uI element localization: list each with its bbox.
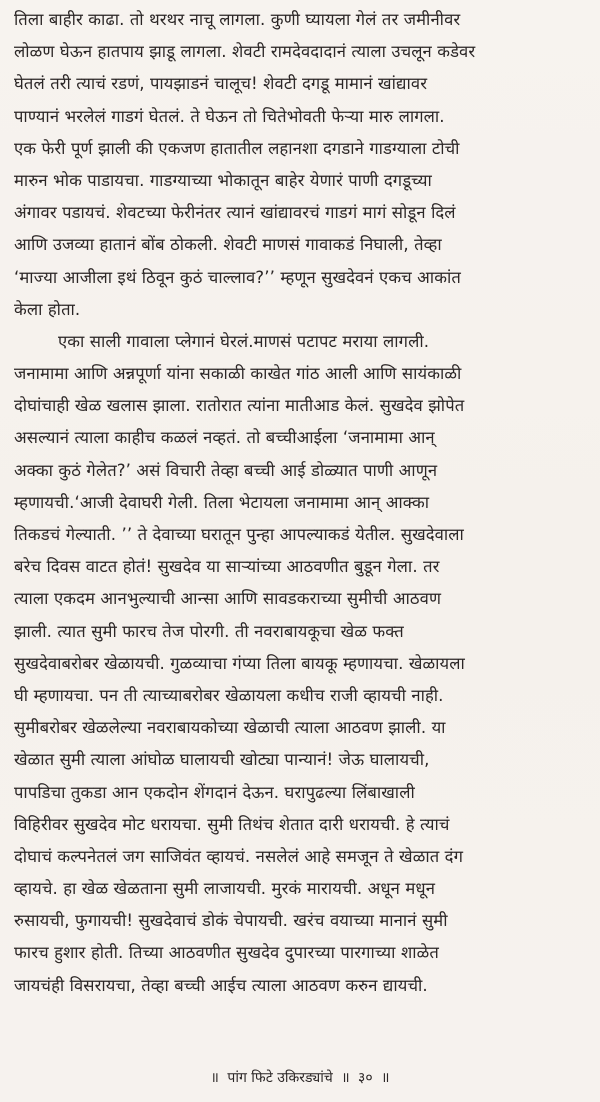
text-line: पापडिचा तुकडा आन एकदोन शेंगदानं देऊन. घरापुढल्या लिंबाखाली xyxy=(14,782,415,802)
text-line: एक फेरी पूर्ण झाली की एकजण हातातील लहानशा दगडाने गाडग्याला टोची xyxy=(14,138,460,158)
text-line: बरेच दिवस वाटत होतं! सुखदेव या साऱ्यांच्या आठवणीत बुडून गेला. तर xyxy=(14,557,440,577)
text-line: म्हणायची.‘आजी देवाघरी गेली. तिला भेटायला जनामामा आन् आक्का xyxy=(14,492,430,512)
text-line: झाली. त्यात सुमी फारच तेज पोरगी. ती नवराबायकूचा खेळ फक्त xyxy=(14,621,404,641)
text-line: घी म्हणायचा. पन ती त्याच्याबरोबर खेळायला कधीच राजी व्हायची नाही. xyxy=(14,685,444,705)
text-line: केला होता. xyxy=(14,299,81,319)
text-line: त्याला एकदम आनभुल्याची आन्सा आणि सावडकराच्या सुमीची आठवण xyxy=(14,589,442,609)
text-line: तिला बाहीर काढा. तो थरथर नाचू लागला. कुणी घ्यायला गेलं तर जमीनीवर xyxy=(14,10,461,29)
text-line: दोघांचाही खेळ खलास झाला. रातोरात त्यांना मातीआड केलं. सुखदेव झोपेत xyxy=(14,396,465,416)
text-line: अंगावर पडायचं. शेवटच्या फेरीनंतर त्यानं खांद्यावरचं गाडगं मागं सोडून दिलं xyxy=(14,203,456,223)
paragraph xyxy=(14,326,592,1002)
text-line: तिकडचं गेल्याती. ’’ ते देवाच्या घरातून पुन्हा आपल्याकडं येतील. सुखदेवाला xyxy=(14,525,464,544)
text-line: लोळण घेऊन हातपाय झाडू लागला. शेवटी रामदेवदादानं त्याला उचलून कडेवर xyxy=(14,42,476,62)
text-line: आणि उजव्या हातानं बोंब ठोकली. शेवटी माणसं गावाकडं निघाली, तेव्हा xyxy=(14,235,442,255)
page-footer xyxy=(0,1068,600,1088)
footer-mark: ॥ xyxy=(210,1070,219,1086)
text-line: सुखदेवाबरोबर खेळायची. गुळव्याचा गंप्या तिला बायकू म्हणायचा. खेळायला xyxy=(14,653,465,673)
text-line: सुमीबरोबर खेळलेल्या नवराबायकोच्या खेळाची त्याला आठवण झाली. या xyxy=(14,718,446,738)
body-text xyxy=(14,4,592,1002)
paragraph xyxy=(14,4,592,326)
text-line: घेतलं तरी त्याचं रडणं, पायझाडनं चालूच! शेवटी दगडू मामानं खांद्यावर xyxy=(14,74,428,94)
text-line: फारच हुशार होती. तिच्या आठवणीत सुखदेव दुपारच्या पारगाच्या शाळेत xyxy=(14,943,439,963)
text-line: खेळात सुमी त्याला आंघोळ घालायची खोट्या पान्यानं! जेऊ घालायची, xyxy=(14,750,430,770)
text-line: रुसायची, फुगायची! सुखदेवाचं डोकं चेपायची. खरंच वयाच्या मानानं सुमी xyxy=(14,911,448,931)
text-line: विहिरीवर सुखदेव मोट धरायचा. सुमी तिथंच शेतात दारी धरायची. हे त्याचं xyxy=(14,814,450,834)
text-line: व्हायचे. हा खेळ खेळताना सुमी लाजायची. मुरकं मारायची. अधून मधून xyxy=(14,879,436,899)
footer-mark: ॥ xyxy=(381,1070,390,1086)
text-line: ‘माज्या आजीला इथं ठिवून कुठं चाल्लाव?’’ म्हणून सुखदेवनं एकच आकांत xyxy=(14,267,461,287)
book-title: पांग फिटे उकिरड्यांचे xyxy=(227,1070,333,1086)
text-line: मारुन भोक पाडायचा. गाडग्याच्या भोकातून बाहेर येणारं पाणी दगडूच्या xyxy=(14,170,432,190)
footer-mark: ॥ xyxy=(341,1070,350,1086)
text-line: दोघाचं कल्पनेतलं जग साजिवंत व्हायचं. नसलेलं आहे समजून ते खेळात दंग xyxy=(14,846,464,866)
page-number: ३० xyxy=(358,1070,373,1086)
text-line: एका साली गावाला प्लेगानं घेरलं.माणसं पटापट मराया लागली. xyxy=(58,331,430,351)
text-line: असल्यानं त्याला काहीच कळलं नव्हतं. तो बच्चीआईला ‘जनामामा आन् xyxy=(14,428,435,448)
text-line: जनामामा आणि अन्नपूर्णा यांना सकाळी काखेत गांठ आली आणि सायंकाळी xyxy=(14,364,462,384)
text-line: अक्का कुठं गेलेत?’ असं विचारी तेव्हा बच्ची आई डोळ्यात पाणी आणून xyxy=(14,460,438,480)
text-line: पाण्यानं भरलेलं गाडगं घेतलं. ते घेऊन तो चितेभोवती फेऱ्या मारु लागला. xyxy=(14,106,445,126)
text-line: जायचंही विसरायचा, तेव्हा बच्ची आईच त्याला आठवण करुन द्यायची. xyxy=(14,975,428,995)
